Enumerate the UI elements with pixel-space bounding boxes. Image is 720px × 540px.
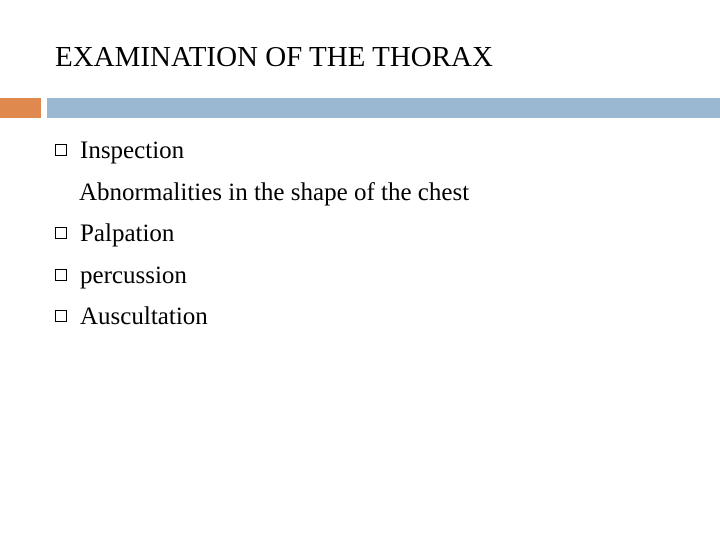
list-item-text: Abnormalities in the shape of the chest [79, 178, 470, 206]
bullet-list [55, 130, 695, 338]
list-item-text: Palpation [80, 220, 175, 247]
list-item [55, 130, 695, 172]
list-item [55, 255, 695, 297]
list-item [55, 213, 695, 255]
list-item [55, 172, 695, 214]
list-item-text: percussion [80, 261, 187, 289]
list-item [55, 296, 695, 338]
slide-title: EXAMINATION OF THE THORAX [55, 41, 493, 73]
accent-bar-orange [0, 98, 41, 118]
square-bullet-icon [55, 227, 67, 239]
accent-bar-blue [47, 98, 720, 118]
square-bullet-icon [55, 144, 67, 156]
list-item-text: Auscultation [80, 303, 208, 330]
square-bullet-icon [55, 310, 67, 322]
list-item-text: Inspection [80, 137, 185, 164]
square-bullet-icon [55, 269, 67, 281]
